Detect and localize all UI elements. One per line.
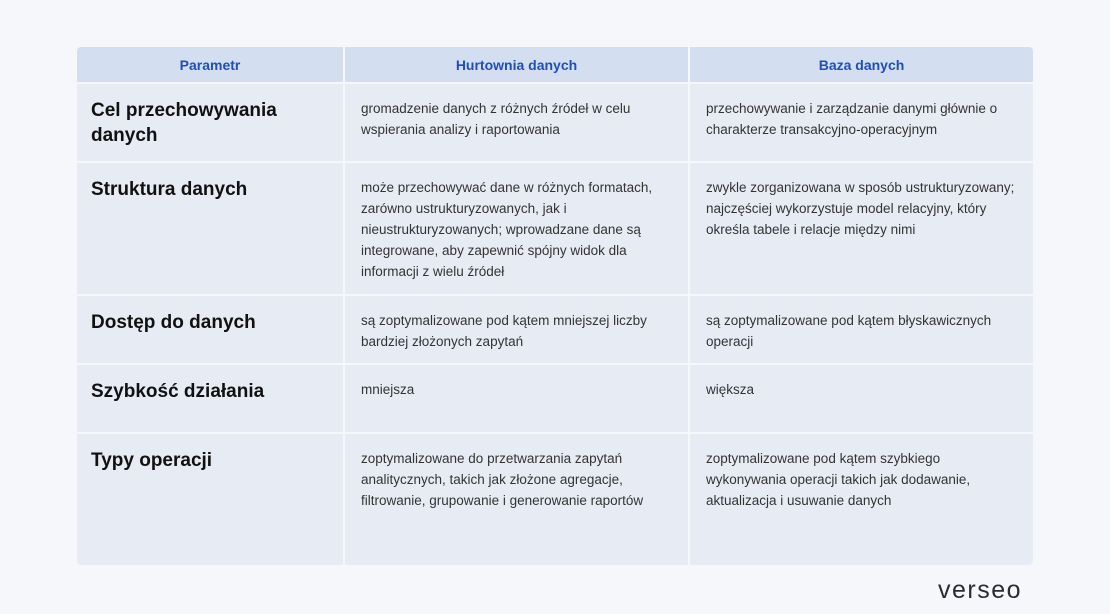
hurtownia-cell: gromadzenie danych z różnych źródeł w celu wspierania analizy i raportowania <box>345 84 688 161</box>
baza-cell: zwykle zorganizowana w sposób ustrukturyzowany; najczęściej wykorzystuje model relacyjny, który określa tabele i relacje między nimi <box>690 163 1033 294</box>
param-cell: Dostęp do danych <box>77 296 343 363</box>
baza-cell: są zoptymalizowane pod kątem błyskawicznych operacji <box>690 296 1033 363</box>
header-baza-danych: Baza danych <box>690 47 1033 82</box>
hurtownia-cell: może przechowywać dane w różnych formatach, zarówno ustrukturyzowanych, jak i nieustrukturyzowanych; wprowadzane dane są integrowane, aby zapewnić spójny widok dla informacji z wielu źródeł <box>345 163 688 294</box>
hurtownia-cell: zoptymalizowane do przetwarzania zapytań analitycznych, takich jak złożone agregacje, filtrowanie, grupowanie i generowanie raportów <box>345 434 688 565</box>
param-cell: Struktura danych <box>77 163 343 294</box>
baza-cell: przechowywanie i zarządzanie danymi głównie o charakterze transakcyjno-operacyjnym <box>690 84 1033 161</box>
param-cell: Cel przechowywania danych <box>77 84 343 161</box>
verseo-logo: verseo <box>938 576 1023 604</box>
hurtownia-cell: są zoptymalizowane pod kątem mniejszej liczby bardziej złożonych zapytań <box>345 296 688 363</box>
comparison-table <box>77 47 1033 565</box>
header-hurtownia-danych: Hurtownia danych <box>345 47 688 82</box>
param-cell: Szybkość działania <box>77 365 343 432</box>
param-cell: Typy operacji <box>77 434 343 565</box>
baza-cell: większa <box>690 365 1033 432</box>
hurtownia-cell: mniejsza <box>345 365 688 432</box>
baza-cell: zoptymalizowane pod kątem szybkiego wykonywania operacji takich jak dodawanie, aktualizacja i usuwanie danych <box>690 434 1033 565</box>
header-parametr: Parametr <box>77 47 343 82</box>
